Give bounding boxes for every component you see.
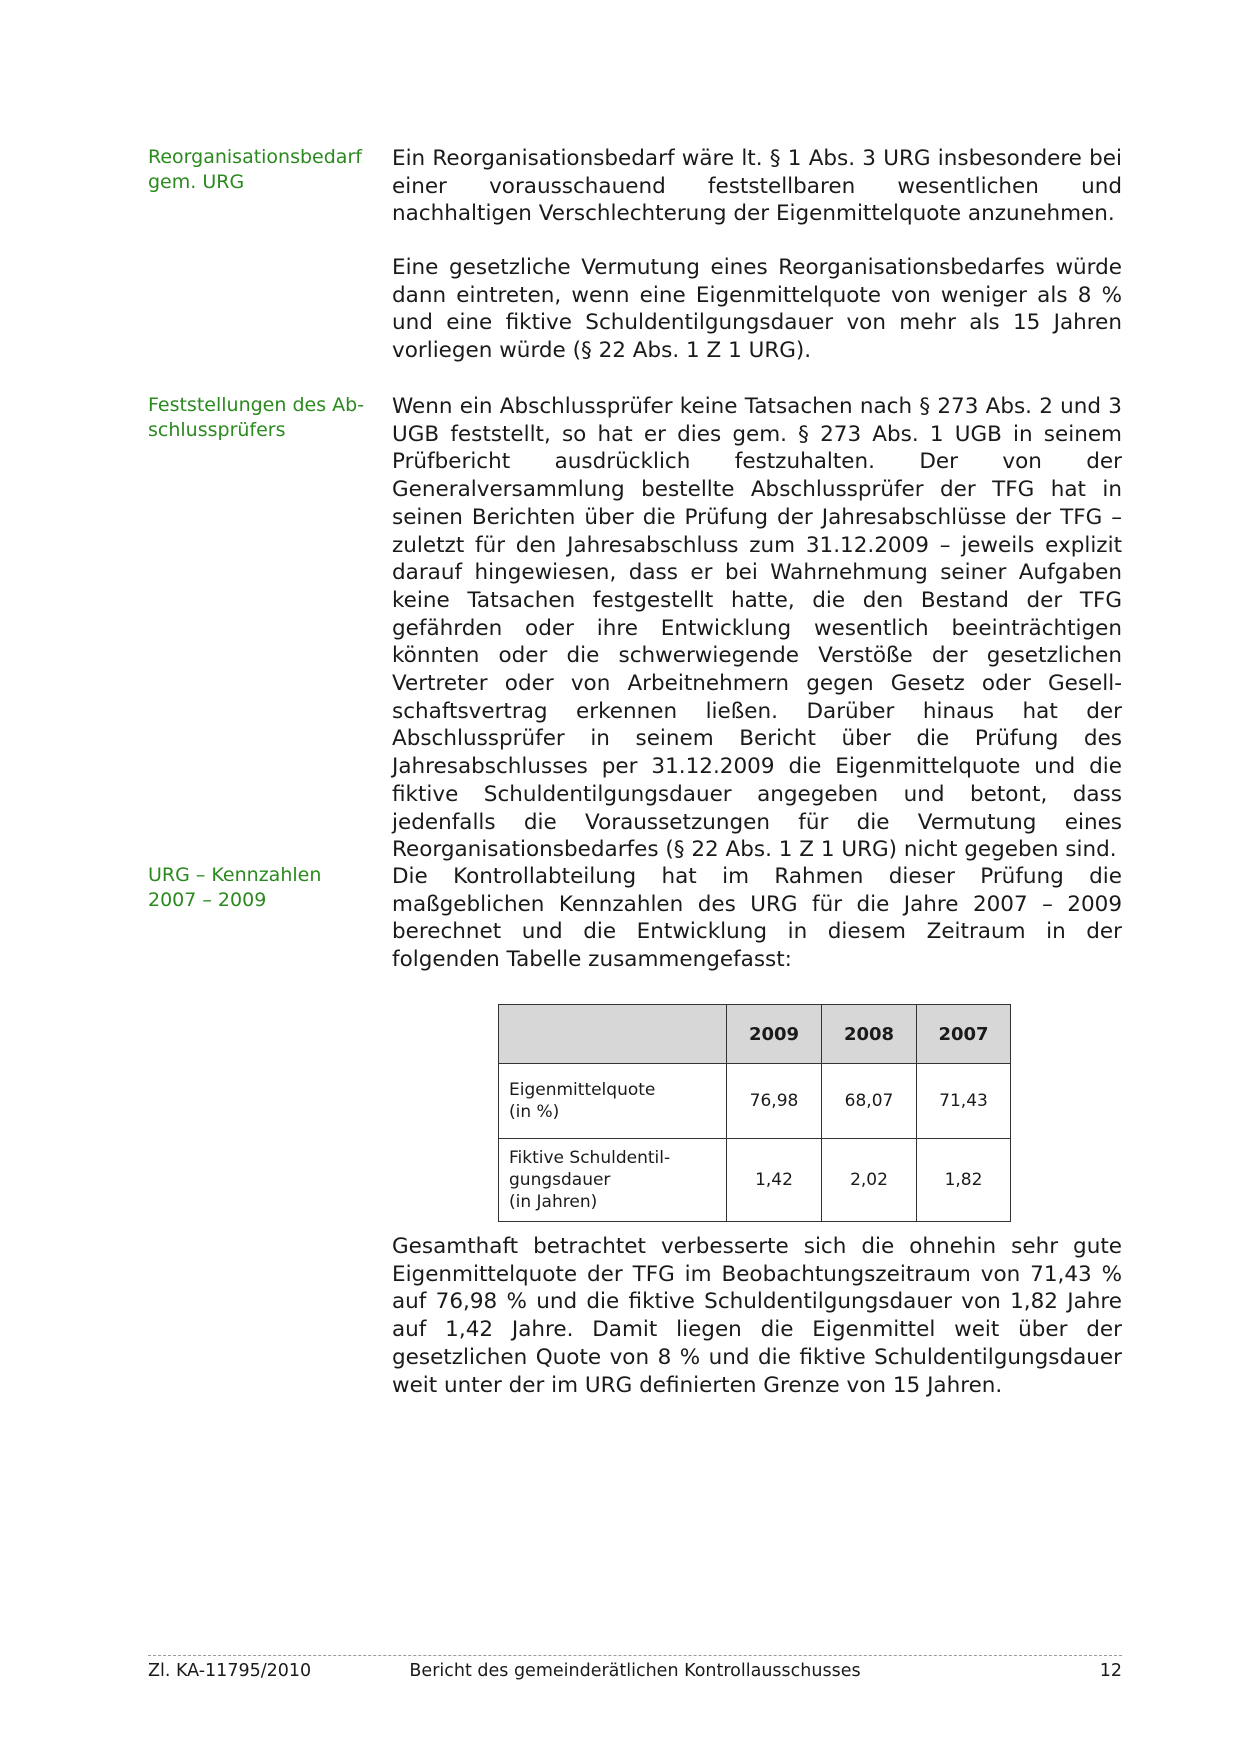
row-label-line: Fiktive Schuldentil-	[509, 1148, 671, 1168]
table-cell: 2,02	[822, 1139, 917, 1222]
table-corner-cell	[499, 1005, 727, 1064]
table-row-eigenmittelquote	[499, 1064, 1011, 1139]
table-header-row	[499, 1005, 1011, 1064]
side-note-reorganisationsbedarf: Reorganisationsbedarf gem. URG	[148, 146, 362, 193]
row-label	[499, 1064, 727, 1139]
year-header-2009: 2009	[727, 1005, 822, 1064]
urg-kennzahlen-table	[498, 1004, 1011, 1222]
table-cell: 1,82	[917, 1139, 1011, 1222]
table-cell: 71,43	[917, 1064, 1011, 1139]
side-note-feststellungen: Feststellungen des Abschlussprüfers	[148, 394, 365, 441]
table-cell: 1,42	[727, 1139, 822, 1222]
row-label-line: gungsdauer	[509, 1170, 611, 1190]
row-label-line: (in %)	[509, 1102, 560, 1122]
paragraph-feststellungen: Wenn ein Abschlussprüfer keine Tatsachen nach § 273 Abs. 2 und 3 UGB feststellt, so hat er dies gem. § 273 Abs. 1 UGB in seinem Prüfbericht ausdrücklich festzuhalten. Der von der Generalversammlung bestellte Abschlussprüfer der TFG hat in seinen Berichten über die Prüfung der Jahresabschlüsse der TFG – zuletzt für den Jahresabschluss zum 31.12.2009 – jeweils explizit darauf hingewiesen, dass er bei Wahrnehmung seiner Aufgaben keine Tatsachen festgestellt hatte, die den Bestand der TFG gefährden oder ihre Entwicklung wesentlich beeinträchtigen könnten oder die schwerwiegende Verstöße der gesetzlichen Vertreter oder von Arbeitnehmern gegen Gesetz oder Gesellschaftsvertrag erkennen ließen. Darüber hinaus hat der Abschlussprüfer in seinem Bericht über die Prüfung des Jahresabschlusses per 31.12.2009 die Eigenmittelquote und die fiktive Schuldentilgungsdauer angegeben und betont, dass jedenfalls die Voraussetzungen für die Vermutung eines Reorganisationsbedarfes (§ 22 Abs. 1 Z 1 URG) nicht gegeben sind.	[392, 394, 1122, 863]
row-label-line: (in Jahren)	[509, 1192, 598, 1212]
table-row-schuldentilgungsdauer	[499, 1139, 1011, 1222]
row-label-line: Eigenmittelquote	[509, 1080, 656, 1100]
side-note-urg-kennzahlen: URG – Kennzahlen 2007 – 2009	[148, 864, 322, 911]
paragraph-gesetzliche-vermutung: Eine gesetzliche Vermutung eines Reorganisationsbedarfes würde dann eintreten, wenn eine Eigenmittelquote von weniger als 8 % und eine fiktive Schuldentilgungsdauer von mehr als 15 Jahren vorliegen würde (§ 22 Abs. 1 Z 1 URG).	[392, 255, 1122, 364]
paragraph-reorganisationsbedarf: Ein Reorganisationsbedarf wäre lt. § 1 Abs. 3 URG insbesondere bei einer vorausschauend feststellbaren wesentlichen und nachhaltigen Verschlechterung der Eigenmittelquote anzunehmen.	[392, 146, 1122, 227]
year-header-2008: 2008	[822, 1005, 917, 1064]
row-label	[499, 1139, 727, 1222]
page-number: 12	[1099, 1661, 1122, 1681]
table-cell: 68,07	[822, 1064, 917, 1139]
paragraph-kontrollabteilung: Die Kontrollabteilung hat im Rahmen dieser Prüfung die maßgeblichen Kennzahlen des URG für die Jahre 2007 – 2009 berechnet und die Entwicklung in diesem Zeitraum in der folgenden Tabelle zusammengefasst:	[392, 864, 1122, 973]
footer-title: Bericht des gemeinderätlichen Kontrollausschusses	[409, 1661, 861, 1681]
table-cell: 76,98	[727, 1064, 822, 1139]
footer-reference: Zl. KA-11795/2010	[148, 1661, 312, 1681]
paragraph-gesamthaft: Gesamthaft betrachtet verbesserte sich die ohnehin sehr gute Eigenmittelquote der TFG im Beobachtungszeitraum von 71,43 % auf 76,98 % und die fiktive Schuldentilgungsdauer von 1,82 Jahre auf 1,42 Jahre. Damit liegen die Eigenmittel weit über der gesetzlichen Quote von 8 % und die fiktive Schuldentilgungsdauer weit unter der im URG definierten Grenze von 15 Jahren.	[392, 1234, 1122, 1398]
year-header-2007: 2007	[917, 1005, 1011, 1064]
footer-divider	[148, 1655, 1122, 1656]
